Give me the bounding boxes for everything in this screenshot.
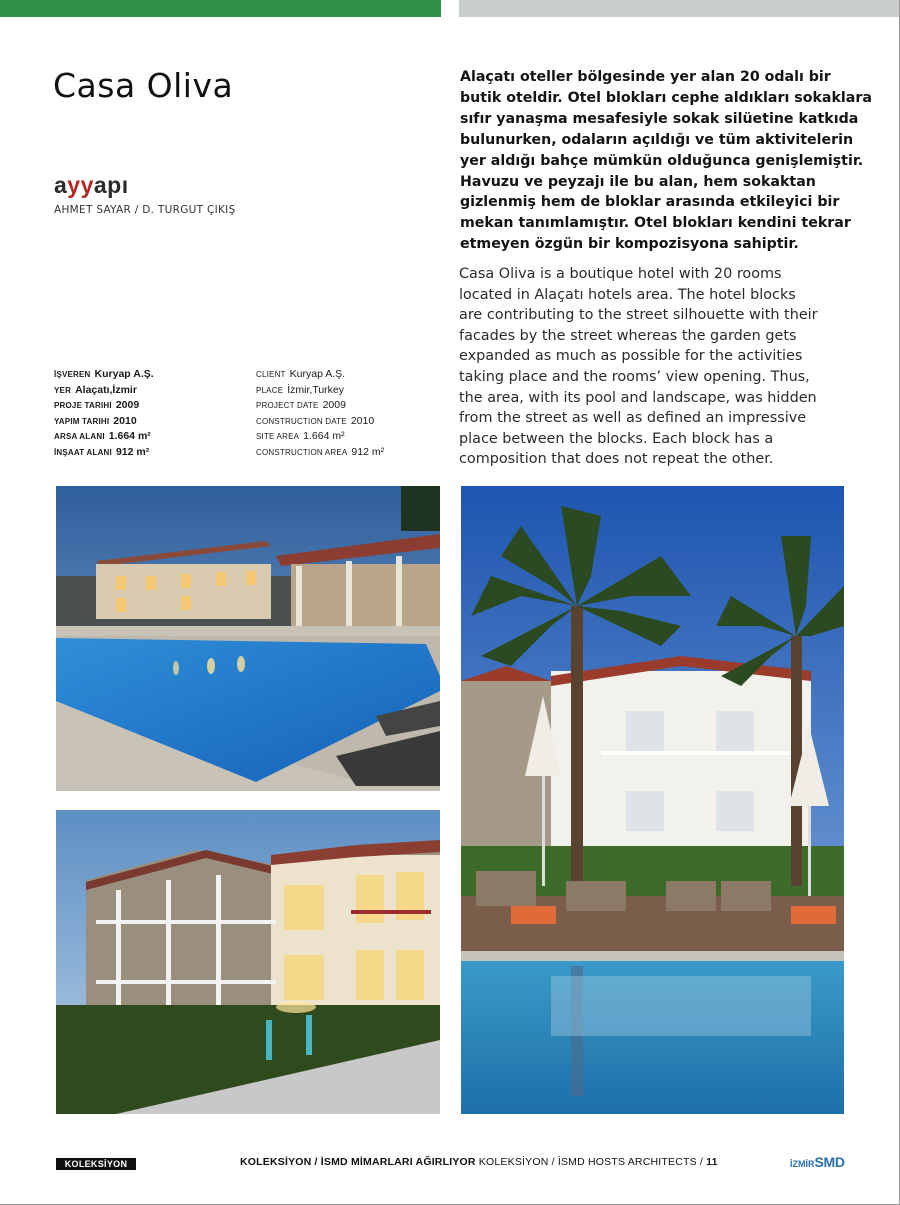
text-line: Havuzu ve peyzajı ile bu alan, hem sokaktan [460,173,816,190]
project-title: Casa Oliva [53,66,234,105]
info-label: ARSA ALANI [54,432,105,442]
text-line: bulunurken, odaların açıldığı ve tüm aktivitelerin [460,131,854,148]
text-line: facades by the street whereas the garden gets [459,327,797,344]
description-english [459,264,854,470]
photo-pool-dusk [56,486,440,791]
info-value: 1.664 m² [303,430,345,443]
text-line: butik oteldir. Otel blokları cephe aldıkları sokaklara [460,89,872,106]
top-bar-green [0,0,441,17]
text-line: Casa Oliva is a boutique hotel with 20 rooms [459,266,782,282]
info-label: YER [54,385,72,395]
info-value: Kuryap A.Ş. [289,368,346,380]
info-value: 2009 [115,399,140,412]
project-info-english [256,364,446,458]
text-line: yer aldığı bahçe mümkün olduğunca genişlemiştir. [460,152,864,169]
text-line: etmeyen özgün bir kompozisyona sahiptir. [460,236,799,253]
info-label: PLACE [256,385,284,395]
text-line: gizlenmiş hem de bloklar arasında etkileyici bir [460,194,840,211]
info-label: İNŞAAT ALANI [54,447,112,457]
info-value: 2010 [350,414,375,427]
text-line: expanded as much as possible for the activities [459,348,803,365]
info-value: 912 m² [351,445,385,458]
info-value: 912 m² [115,445,150,458]
info-row [256,380,446,396]
info-row [54,380,244,396]
description-turkish [460,67,872,255]
top-bar-grey [459,0,900,17]
brand-small: İZMİR [790,1159,815,1169]
info-label: CLIENT [256,370,286,379]
brand-large: SMD [814,1154,845,1170]
text-line: Alaçatı oteller bölgesinde yer alan 20 odalı bir [460,69,831,85]
photo-palms-pool [461,486,844,1114]
info-label: YAPIM TARIHI [54,416,110,426]
architects-names: AHMET SAYAR / D. TURGUT ÇIKIŞ [54,204,236,216]
info-row [256,395,446,411]
text-line: the area, with its pool and landscape, was hidden [459,389,817,406]
firm-logo-highlight: yy [67,172,94,198]
info-label: CONSTRUCTION AREA [256,447,348,457]
info-label: CONSTRUCTION DATE [256,416,347,426]
text-line: are contributing to the street silhouette with their [459,307,818,324]
info-row [54,411,244,427]
info-row [54,426,244,442]
info-label: PROJE TARIHI [54,401,112,411]
text-line: located in Alaçatı hotels area. The hotel blocks [459,286,796,303]
info-row [256,442,446,458]
project-info-turkish [54,364,244,458]
firm-logo-suffix: apı [93,172,129,198]
footer-brand-logo [790,1154,845,1172]
footer-section-title [240,1156,718,1168]
text-line: sıfır yanaşma mesafesiyle sokak silüetine katkıda [460,110,859,127]
page-number: 11 [706,1156,718,1168]
footer-section-bold: KOLEKSİYON / İSMD MİMARLARI AĞIRLIYOR [240,1156,476,1168]
footer-section-regular: KOLEKSİYON / İSMD HOSTS ARCHITECTS / [475,1156,707,1168]
firm-logo-prefix: a [54,172,68,198]
firm-logo [54,172,129,199]
info-label: SITE AREA [256,432,300,442]
info-value: İzmir,Turkey [287,383,345,396]
text-line: mekan tanımlamıştır. Otel blokları kendini tekrar [460,215,851,232]
info-row [256,411,446,427]
footer-magazine-logo: KOLEKSİYON [56,1158,136,1170]
text-line: place between the blocks. Each block has a [459,430,774,447]
info-label: PROJECT DATE [256,401,319,411]
info-value: 1.664 m² [108,430,151,443]
text-line: taking place and the rooms’ view opening. Thus, [459,368,810,385]
info-label: İŞVEREN [54,370,91,379]
info-row [256,364,446,380]
info-value: 2009 [322,399,346,412]
photo-facade-dusk [56,810,440,1114]
text-line: composition that does not repeat the other. [459,451,774,468]
info-value: Kuryap A.Ş. [94,368,154,380]
info-row [54,442,244,458]
info-value: Alaçatı,İzmir [75,383,137,396]
info-value: 2010 [113,414,137,427]
info-row [54,364,244,380]
info-row [54,395,244,411]
info-row [256,426,446,442]
text-line: from the street as well as defined an impressive [459,410,807,427]
